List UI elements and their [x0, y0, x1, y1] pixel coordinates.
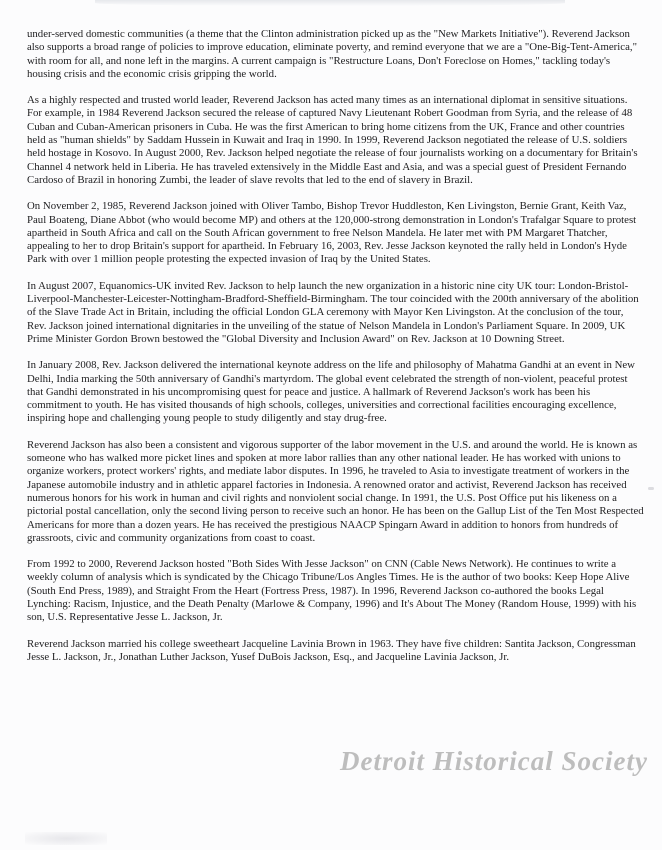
paragraph-cnn-books: From 1992 to 2000, Reverend Jackson hosted "Both Sides With Jesse Jackson" on CNN (Cable News Network). He continues to write a weekly column of analysis which is syndicated by the Chicago Tribune/Los Angles Times. He is the author of two books: Keep Hope Alive (South End Press, 1989), and Straight From the Heart (Fortress Press, 1987). In 1996, Reverend Jackson co-authored the books Legal Lynching: Racism, Injustice, and the Death Penalty (Marlowe & Company, 1996) and It's About The Money (Random House, 1999) with his son, U.S. Representative Jesse L. Jackson, Jr. — [27, 558, 637, 624]
paragraph-anti-apartheid: On November 2, 1985, Reverend Jackson joined with Oliver Tambo, Bishop Trevor Huddleston, Ken Livingston, Bernie Grant, Keith Vaz, Paul Boateng, Diane Abbot (who would become MP) and others at the 120,000-strong demonstration in London's Trafalgar Square to protest apartheid in South Africa and call on the South African government to free Nelson Mandela. He later met with PM Margaret Thatcher, appealing to her to drop Britain's support for apartheid. In February 16, 2003, Rev. Jesse Jackson keynoted the rally held in London's Hyde Park with over 1 million people protesting the expected invasion of Iraq by the United States. — [27, 200, 637, 266]
paragraph-new-markets: under-served domestic communities (a theme that the Clinton administration picked up as the "New Markets Initiative"). Reverend Jackson also supports a broad range of policies to improve education, eliminate poverty, and remind everyone that we are a "One-Big-Tent-America," with room for all, and none left in the margins. A current campaign is "Restructure Loans, Don't Foreclose on Homes," tackling today's housing crisis and the economic crisis gripping the world. — [27, 28, 637, 80]
scan-smudge-bottom-left — [25, 832, 107, 845]
paragraph-labor-movement-honors: Reverend Jackson has also been a consistent and vigorous supporter of the labor movement in the U.S. and around the world. He is known as someone who has walked more picket lines and spoken at more labor rallies than any other national leader. He has worked with unions to organize workers, protect workers' rights, and mediate labor disputes. In 1996, he traveled to Asia to investigate treatment of workers in the Japanese automobile industry and in athletic apparel factories in Indonesia. A renowned orator and activist, Reverend Jackson has received numerous honors for his work in human and civil rights and nonviolent social change. In 1991, the U.S. Post Office put his likeness on a pictorial postal cancellation, only the second living person to receive such an honor. He has been on the Gallup List of the Ten Most Respected Americans for more than a dozen years. He has received the prestigious NAACP Spingarn Award in addition to honors from hundreds of grassroots, civic and community organizations from coast to coast. — [27, 438, 644, 544]
watermark-detroit-historical-society: Detroit Historical Society — [340, 746, 648, 776]
paragraph-international-diplomat: As a highly respected and trusted world leader, Reverend Jackson has acted many times as an international diplomat in sensitive situations. For example, in 1984 Reverend Jackson secured the release of captured Navy Lieutenant Robert Goodman from Syria, and the release of 48 Cuban and Cuban-American prisoners in Cuba. He was the first American to bring home citizens from the UK, France and other countries held as "human shields" by Saddam Hussein in Kuwait and Iraq in 1990. In 1999, Reverend Jackson negotiated the release of U.S. soldiers held hostage in Kosovo. In August 2000, Rev. Jackson helped negotiate the release of four journalists working on a documentary for Britain's Channel 4 network held in Liberia. He has traveled extensively in the Middle East and Asia, and was a special guest of President Fernando Cardoso of Brazil in honoring Zumbi, the leader of slave revolts that led to the end of slavery in Brazil. — [27, 94, 638, 186]
paragraph-gandhi-keynote: In January 2008, Rev. Jackson delivered the international keynote address on the life and philosophy of Mahatma Gandhi at an event in New Delhi, India marking the 50th anniversary of Gandhi's martyrdom. The global event celebrated the strength of non-violent, peaceful protest that Gandhi demonstrated in his uncompromising quest for peace and justice. A hallmark of Reverend Jackson's work has been his commitment to youth. He has visited thousands of high schools, colleges, universities and correctional facilities encouraging excellence, inspiring hope and challenging young people to study diligently and stay drug-free. — [27, 359, 635, 425]
scan-artifact-top-edge — [95, 0, 565, 6]
paragraph-equanomics-uk-tour: In August 2007, Equanomics-UK invited Rev. Jackson to help launch the new organization in a historic nine city UK tour: London-Bristol-Liverpool-Manchester-Leicester-Nottingham-Bradford-Sheffield-Birmingham. The tour coincided with the 200th anniversary of the abolition of the Slave Trade Act in Britain, including the official London GLA ceremony with Mayor Ken Livingston. At the conclusion of the tour, Rev. Jackson joined international dignitaries in the unveiling of the statue of Nelson Mandela in London's Parliament Square. In 2009, UK Prime Minister Gordon Brown bestowed the "Global Diversity and Inclusion Award" on Rev. Jackson at 10 Downing Street. — [27, 279, 639, 345]
document-text-block — [27, 28, 645, 677]
scan-mark-right-edge — [648, 487, 654, 490]
paragraph-family: Reverend Jackson married his college sweetheart Jacqueline Lavinia Brown in 1963. They have five children: Santita Jackson, Congressman Jesse L. Jackson, Jr., Jonathan Luther Jackson, Yusef DuBois Jackson, Esq., and Jacqueline Lavinia Jackson, Jr. — [27, 637, 636, 663]
